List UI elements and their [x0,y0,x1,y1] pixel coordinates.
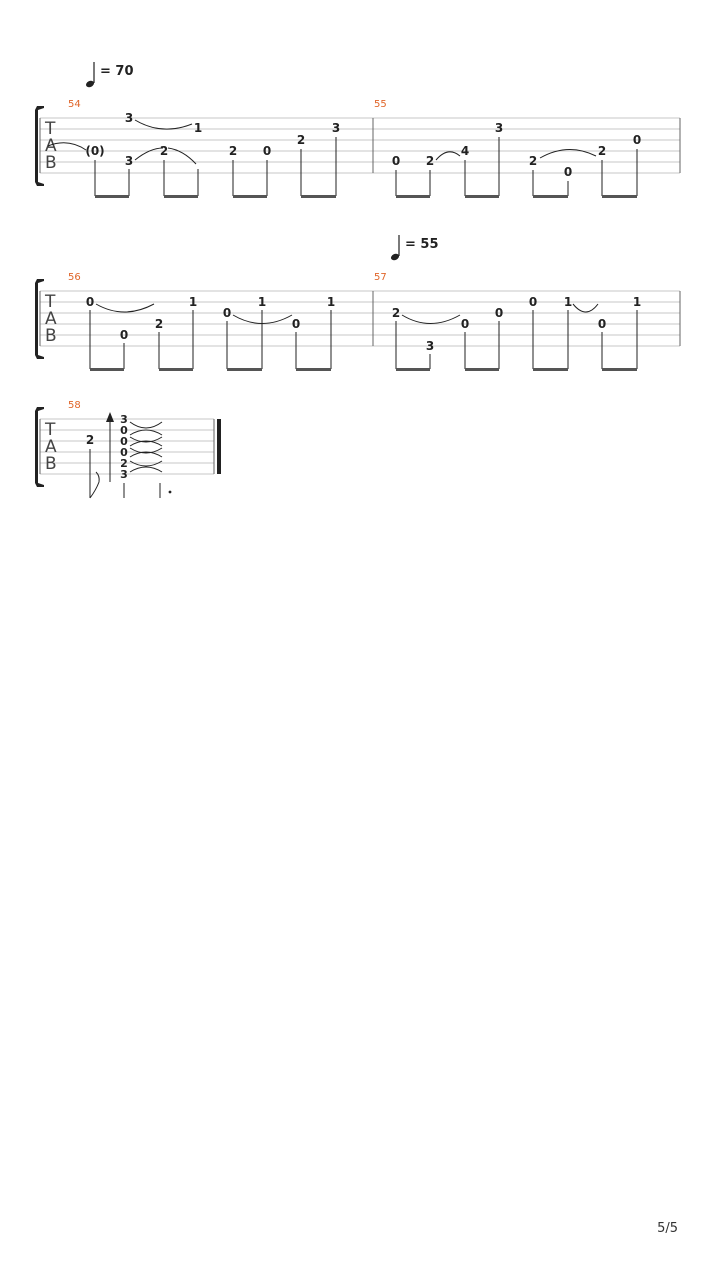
fret-number: 3 [124,154,134,168]
fret-number: 0 [563,165,573,179]
fret-number: 3 [425,339,435,353]
fret-number: 2 [528,154,538,168]
fret-number: 2 [228,144,238,158]
tempo-value: = 55 [405,237,439,252]
fret-number: 3 [120,413,128,426]
fret-number: 3 [124,111,134,125]
strum-up-arrow-icon [106,412,114,482]
rhythm-stems [90,310,637,369]
fret-number: 2 [296,133,306,147]
fret-number: 0 [120,424,128,437]
fret-number: 1 [257,295,267,309]
measure-number: 58 [68,400,81,411]
svg-text:T: T [45,292,56,312]
measure-number: 56 [68,272,81,283]
rhythm-stems [95,137,637,196]
svg-text:A: A [45,309,57,329]
fret-number: 0 [222,306,232,320]
chord-frets [120,413,128,481]
fret-number: 2 [391,306,401,320]
system-2 [35,235,680,371]
fret-number: 3 [120,468,128,481]
tab-staff [40,291,680,346]
fret-number: 0 [391,154,401,168]
measure-number: 54 [68,99,81,110]
fret-number: 0 [120,435,128,448]
final-barline-thick [217,419,221,474]
fret-number: 0 [597,317,607,331]
svg-text:T: T [45,119,56,139]
rhythm-beams [90,368,637,371]
fret-number: 1 [193,121,203,135]
svg-text:B: B [45,326,57,346]
fret-number: 1 [188,295,198,309]
fret-number: 2 [425,154,435,168]
tablature-score [0,0,720,540]
fret-number: 1 [326,295,336,309]
chord-ties [130,422,162,472]
svg-text:B: B [45,153,57,173]
svg-text:B: B [45,454,57,474]
fret-number: 0 [494,306,504,320]
fret-number: 3 [331,121,341,135]
tempo-marking-55 [390,235,439,261]
tempo-value: = 70 [100,64,134,79]
measure-55-frets [392,121,641,179]
fret-number: 0 [460,317,470,331]
fret-number: 0 [119,328,129,342]
svg-text:A: A [45,136,57,156]
fret-number: 2 [154,317,164,331]
fret-number: 0 [632,133,642,147]
fret-number: 0 [528,295,538,309]
fret-number: 2 [597,144,607,158]
tempo-marking-70 [85,62,134,88]
tab-staff [40,118,680,173]
svg-text:A: A [45,437,57,457]
fret-number: 2 [120,457,128,470]
page-number: 5/5 [657,1221,678,1236]
tab-clef [44,119,57,173]
augmentation-dot [169,491,172,494]
rhythm-beams [95,195,637,198]
fret-number: 0 [120,446,128,459]
measure-number: 55 [374,99,387,110]
tab-clef [44,420,57,474]
fret-number: 0 [85,295,95,309]
svg-text:T: T [45,420,56,440]
fret-number: (0) [85,144,105,158]
grace-note-stem [90,449,99,498]
measure-number: 57 [374,272,387,283]
fret-number: 1 [563,295,573,309]
fret-number: 3 [494,121,504,135]
tab-clef [44,292,57,346]
system-3 [35,400,221,498]
fret-number: 4 [460,144,470,158]
fret-number: 0 [262,144,272,158]
rhythm-stems [124,483,160,498]
fret-number: 2 [85,433,95,447]
fret-number: 1 [632,295,642,309]
fret-number: 2 [159,144,169,158]
fret-number: 0 [291,317,301,331]
system-1 [35,62,680,198]
measure-54-frets [85,111,340,168]
ties [96,304,598,324]
